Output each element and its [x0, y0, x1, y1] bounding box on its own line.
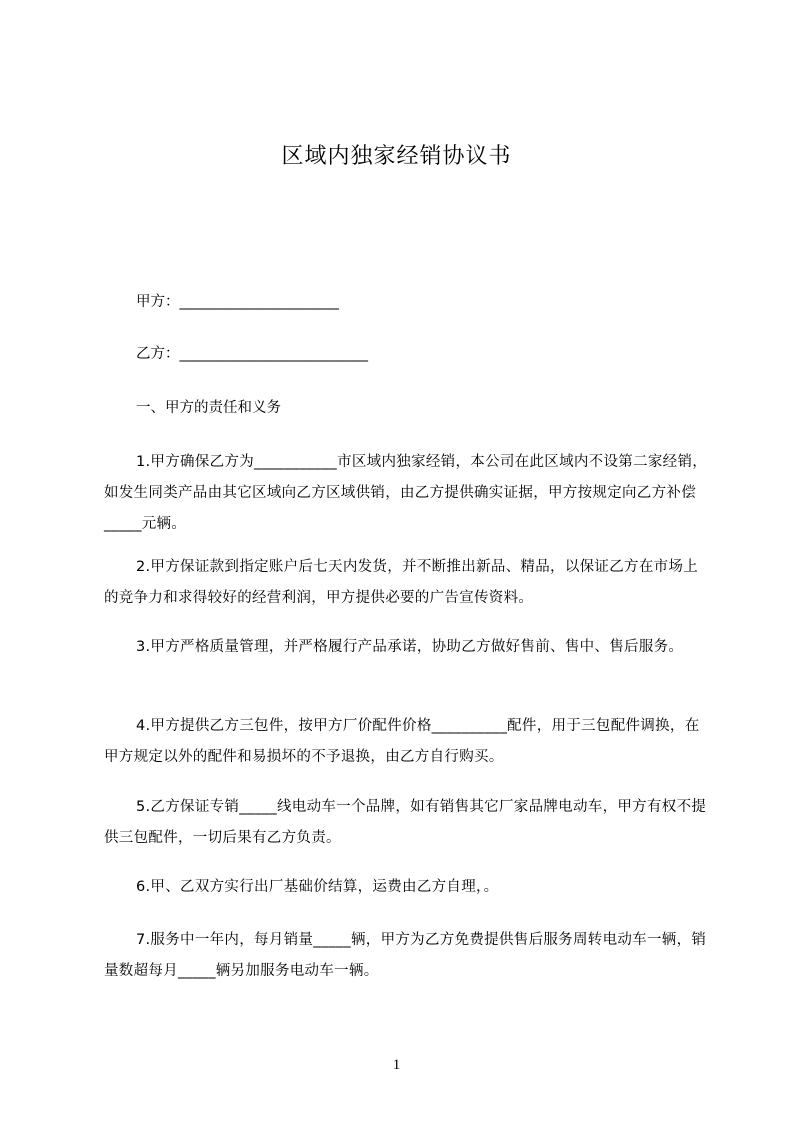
- document-title: 区域内独家经销协议书: [281, 144, 512, 169]
- clause-6: [104, 872, 708, 903]
- clause-text: 3.甲方严格质量管理，并严格履行产品承诺，协助乙方做好售前、售中、售后服务。: [136, 639, 684, 655]
- party-b-field: 乙方：__________________________: [136, 346, 368, 362]
- page-number: 1: [392, 1057, 401, 1073]
- clause-7: [104, 925, 708, 987]
- clause-text: 1.甲方确保乙方为___________市区域内独家经销，本公司在此区域内不设第二家经销，如发生同类产品由其它区域向乙方区域供销，由乙方提供确实证据，甲方按规定向乙方补偿_____元辆。: [104, 454, 708, 532]
- clause-text: 4.甲方提供乙方三包件，按甲方厂价配件价格__________配件，用于三包配件调换，在甲方规定以外的配件和易损坏的不予退换，由乙方自行购买。: [104, 718, 700, 765]
- clause-text: 6.甲、乙双方实行出厂基础价结算，运费由乙方自理，。: [136, 879, 499, 895]
- clause-4: [104, 711, 708, 773]
- clause-3: [104, 632, 708, 663]
- clause-text: 2.甲方保证款到指定账户后七天内发货，并不断推出新品、精品，以保证乙方在市场上的竞争力和求得较好的经营利润，甲方提供必要的广告宣传资料。: [104, 559, 699, 606]
- clause-2: [104, 552, 708, 614]
- clause-1: [104, 447, 708, 540]
- clause-text: 5.乙方保证专销_____线电动车一个品牌，如有销售其它厂家品牌电动车，甲方有权不提供三包配件，一切后果有乙方负责。: [104, 799, 707, 846]
- clause-5: [104, 792, 708, 854]
- section-heading: 一、甲方的责任和义务: [136, 400, 281, 416]
- party-a-field: 甲方：______________________: [136, 294, 339, 310]
- clause-text: 7.服务中一年内，每月销量_____辆，甲方为乙方免费提供售后服务周转电动车一辆，销量数超每月_____辆另加服务电动车一辆。: [104, 932, 707, 979]
